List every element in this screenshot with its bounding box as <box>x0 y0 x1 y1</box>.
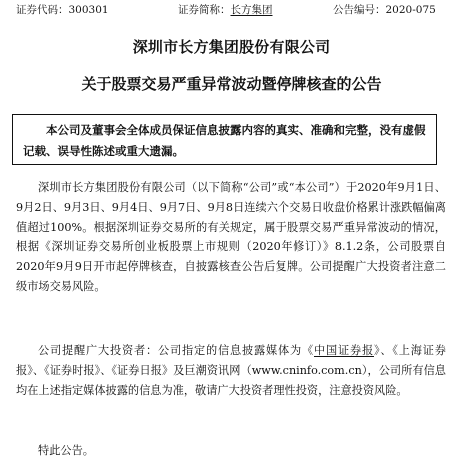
media-text-rest: 》、《上海证券报》、《证券时报》、《证券日报》及巨潮资讯网（www.cninfo.com.cn），公司所有信息均在上述指定媒体披露的信息为准，敬请广大投资者理性投资，注意投资风险。 <box>16 344 446 397</box>
media-text-start: 公司提醒广大投资者：公司指定的信息披露媒体为《 <box>38 344 314 357</box>
announcement-title: 关于股票交易严重异常波动暨停牌核查的公告 <box>81 75 382 93</box>
closing-remark: 特此公告。 <box>38 444 94 457</box>
body-paragraph-1: 深圳市长方集团股份有限公司（以下简称“公司”或“本公司”）于2020年9月1日、9月2日、9月3日、9月4日、9月7日、9月8日连续六个交易日收盘价格累计涨跌幅偏离值超过100%。根据深圳证券交易所的有关规定，属于股票交易严重异常波动的情况，根据《深圳证券交易所创业板股票上市规则（2020年修订）》8.1.2条，公司股票自2020年9月9日开市起停牌核查，自披露核查公告后复牌。公司提醒广大投资者注意二级市场交易风险。 <box>16 181 446 293</box>
body-paragraph-2 <box>16 341 446 400</box>
security-code <box>16 2 109 18</box>
notice-number-value: 2020-075 <box>385 4 436 16</box>
security-short-name-label: 证券简称： <box>178 4 231 16</box>
security-code-label: 证券代码： <box>16 4 69 16</box>
notice-number <box>333 2 436 18</box>
security-code-value: 300301 <box>68 4 109 16</box>
board-statement-box: 本公司及董事会全体成员保证信息披露内容的真实、准确和完整，没有虚假记载、误导性陈述或重大遗漏。 <box>12 114 437 165</box>
notice-number-label: 公告编号： <box>333 4 386 16</box>
company-name: 深圳市长方集团股份有限公司 <box>132 38 331 56</box>
security-short-name-value: 长方集团 <box>230 4 273 16</box>
header-row <box>0 2 463 18</box>
security-short-name <box>178 2 273 18</box>
media-china-securities-journal: 中国证券报 <box>313 344 374 357</box>
